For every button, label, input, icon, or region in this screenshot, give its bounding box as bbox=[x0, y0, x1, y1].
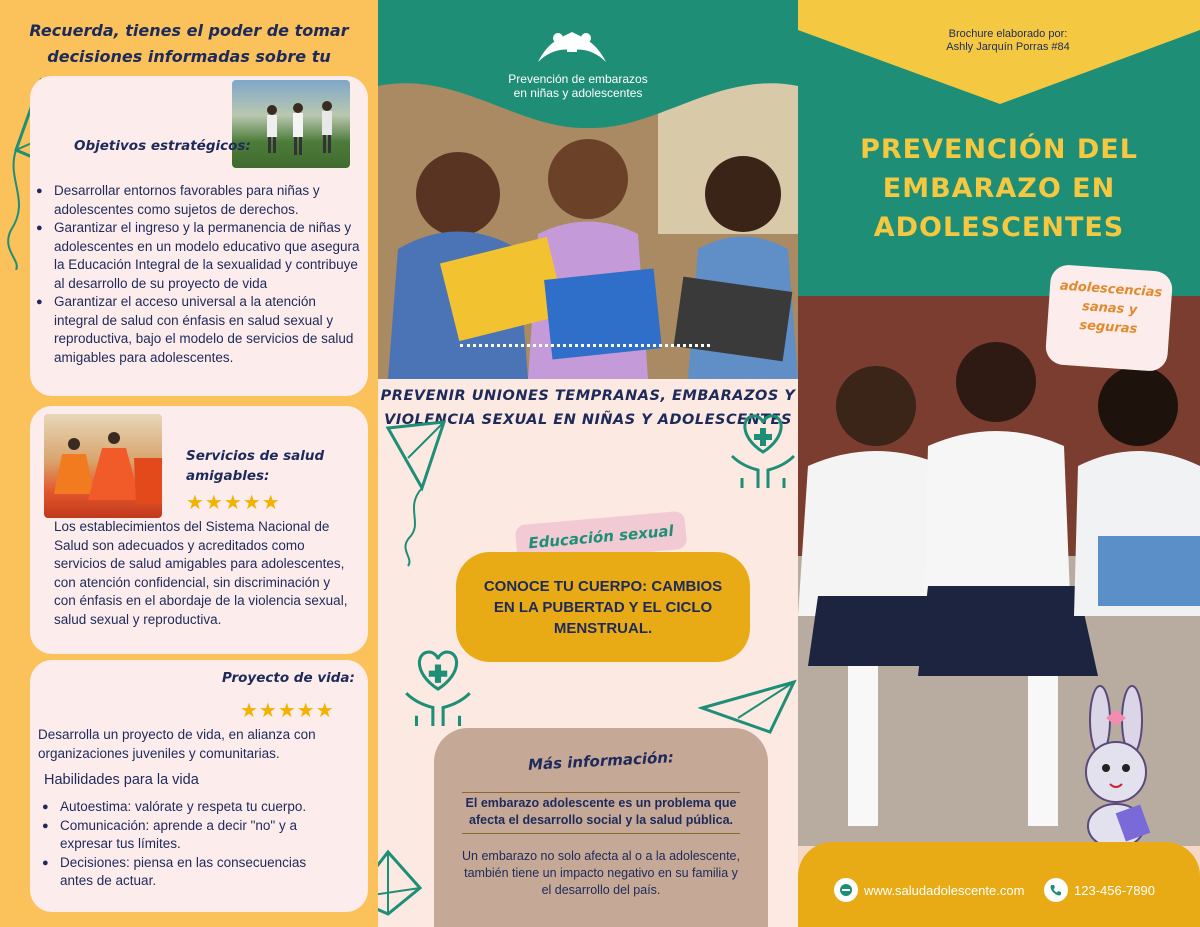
phone-icon bbox=[1044, 878, 1068, 902]
life-project-stars: ★★★★★ bbox=[240, 700, 335, 722]
list-item: ● Garantizar el acceso universal a la atención integral de salud con énfasis en salud sexual y reproductiva, bajo el modelo de servicios de salud amigables para adolescentes. bbox=[32, 293, 362, 367]
list-item: ● Desarrollar entornos favorables para niñas y adolescentes como sujetos de derechos. bbox=[32, 182, 362, 219]
credit-line-1: Brochure elaborado por: bbox=[948, 28, 1068, 40]
brochure-title bbox=[838, 130, 1160, 247]
objectives-list bbox=[32, 182, 362, 367]
website-text[interactable]: www.saludadolescente.com bbox=[864, 882, 1025, 898]
life-project-title: Proyecto de vida: bbox=[222, 670, 355, 686]
logo-icon bbox=[534, 28, 610, 68]
website-contact[interactable] bbox=[834, 878, 1024, 902]
bubble-line-1: adolescencias bbox=[1059, 278, 1163, 301]
web-icon bbox=[834, 878, 858, 902]
objectives-title: Objetivos estratégicos: bbox=[74, 138, 251, 154]
list-item: ● Garantizar el ingreso y la permanencia de niñas y adolescentes en un modelo educativo que asegura la Educación Integral de la sexualidad y contribuye al desarrollo de su proyecto de vida bbox=[32, 219, 362, 293]
bunny-icon bbox=[1070, 680, 1162, 850]
services-stars: ★★★★★ bbox=[186, 492, 281, 514]
bubble-line-2: sanas y bbox=[1081, 299, 1138, 318]
know-your-body-box: CONOCE TU CUERPO: CAMBIOS EN LA PUBERTAD Y EL CICLO MENSTRUAL. bbox=[456, 552, 750, 662]
logo-text-line-1: Prevención de embarazos bbox=[508, 72, 648, 86]
phone-text[interactable]: 123-456-7890 bbox=[1074, 882, 1155, 898]
credit-banner bbox=[798, 0, 1200, 110]
list-item: ● Autoestima: valórate y respeta tu cuerpo. bbox=[38, 798, 338, 817]
title-line-2: EMBARAZO EN bbox=[882, 173, 1116, 204]
bubble-line-3: seguras bbox=[1078, 317, 1138, 337]
middle-panel bbox=[378, 0, 798, 927]
life-skills-list bbox=[38, 798, 338, 891]
left-panel bbox=[0, 0, 378, 927]
contact-footer bbox=[798, 842, 1200, 927]
credit-line-2: Ashly Jarquín Porras #84 bbox=[946, 41, 1070, 53]
services-body: Los establecimientos del Sistema Nacional de Salud son adecuados y acreditados como servicios de salud amigables para adolescentes, con atención confidencial, sin discriminación y con énfasis en el abordaje de la violencia sexual, salud sexual y reproductiva. bbox=[54, 519, 348, 627]
sex-education-tag: Educación sexual bbox=[515, 511, 688, 564]
phone-contact[interactable] bbox=[1044, 878, 1155, 902]
logo-text bbox=[378, 72, 778, 100]
kite-icon bbox=[384, 418, 450, 568]
list-item: ● Comunicación: aprende a decir "no" y a expresar tus límites. bbox=[38, 817, 338, 854]
more-info-title: Más información: bbox=[527, 748, 675, 774]
heart-hands-icon bbox=[396, 644, 480, 728]
dance-photo bbox=[44, 414, 162, 518]
healthy-adolescence-bubble bbox=[1045, 264, 1174, 372]
objectives-card bbox=[30, 76, 368, 396]
life-project-card bbox=[30, 660, 368, 912]
more-info-box bbox=[434, 728, 768, 927]
life-skills-title: Habilidades para la vida bbox=[44, 772, 199, 788]
right-panel bbox=[798, 0, 1200, 927]
heart-hands-icon bbox=[728, 408, 798, 490]
title-line-3: ADOLESCENTES bbox=[873, 212, 1125, 243]
credit bbox=[888, 28, 1128, 54]
services-card bbox=[30, 406, 368, 654]
paper-boat-icon bbox=[378, 848, 424, 918]
section-heading: PREVENIR UNIONES TEMPRANAS, EMBARAZOS Y VIOLENCIA SEXUAL EN NIÑAS Y ADOLESCENTES bbox=[380, 388, 796, 428]
soccer-photo bbox=[232, 80, 350, 168]
more-info-body: Un embarazo no solo afecta al o a la adolescente, también tiene un impacto negativo en su familia y el desarrollo del país. bbox=[462, 849, 740, 897]
title-line-1: PREVENCIÓN DEL bbox=[860, 134, 1138, 165]
logo-text-line-2: en niñas y adolescentes bbox=[513, 86, 643, 100]
more-info-highlight: El embarazo adolescente es un problema que afecta el desarrollo social y la salud pública. bbox=[462, 792, 740, 834]
life-project-body: Desarrolla un proyecto de vida, en alianza con organizaciones juveniles y comunitarias. bbox=[38, 727, 316, 761]
list-item: ● Decisiones: piensa en las consecuencias antes de actuar. bbox=[38, 854, 338, 891]
services-title: Servicios de salud amigables: bbox=[186, 448, 325, 484]
left-headline: Recuerda, tienes el poder de tomar decisiones informadas sobre tu bbox=[29, 21, 349, 66]
